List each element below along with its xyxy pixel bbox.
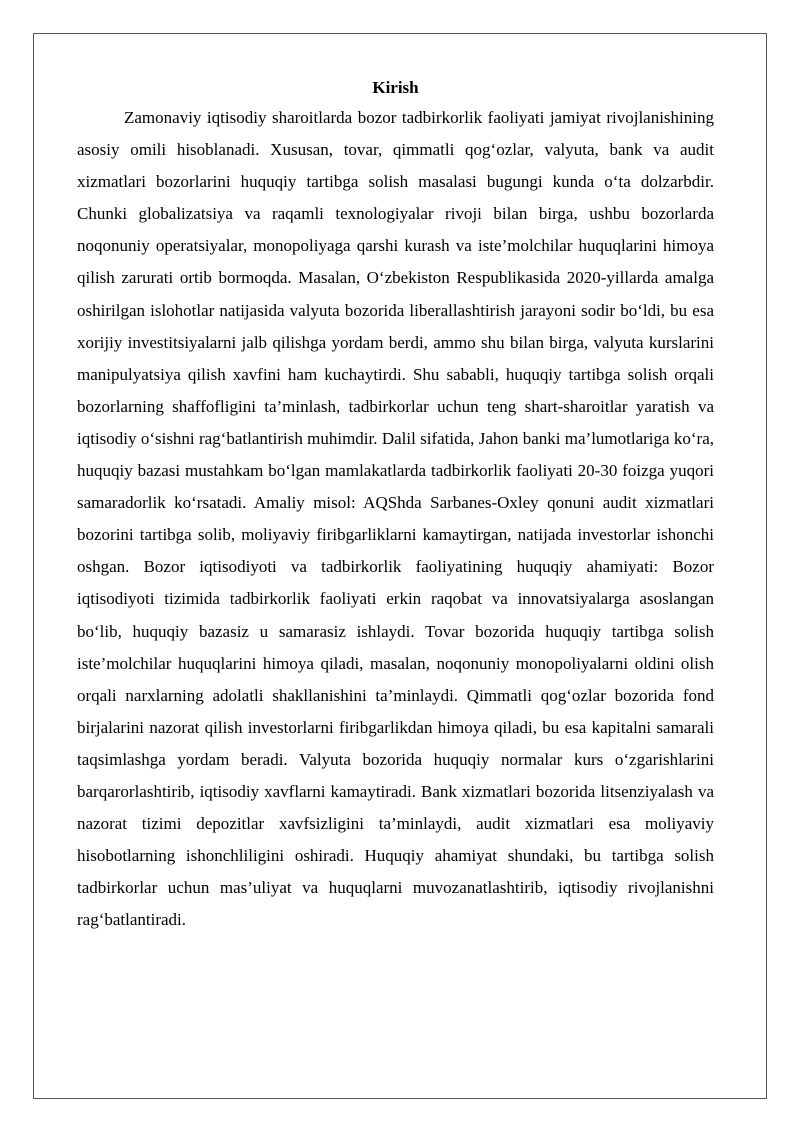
document-content <box>77 74 714 936</box>
document-title: Kirish <box>372 78 419 97</box>
body-paragraph: Zamonaviy iqtisodiy sharoitlarda bozor tadbirkorlik faoliyati jamiyat rivojlanishining asosiy omili hisoblanadi. Xususan, tovar, qimmatli qog‘ozlar, valyuta, bank va audit xizmatlari bozorlarini huquqiy tartibga solish masalasi bugungi kunda o‘ta dolzarbdir. Chunki globalizatsiya va raqamli texnologiyalar rivoji bilan birga, ushbu bozorlarda noqonuniy operatsiyalar, monopoliyaga qarshi kurash va iste’molchilar huquqlarini himoya qilish zarurati ortib bormoqda. Masalan, O‘zbekiston Respublikasida 2020-yillarda amalga oshirilgan islohotlar natijasida valyuta bozorida liberallashtirish jarayoni sodir bo‘ldi, bu esa xorijiy investitsiyalarni jalb qilishga yordam berdi, ammo shu bilan birga, valyuta kurslarini manipulyatsiya qilish xavfini ham kuchaytirdi. Shu sababli, huquqiy tartibga solish orqali bozorlarning shaffofligini ta’minlash, tadbirkorlar uchun teng shart-sharoitlar yaratish va iqtisodiy o‘sishni rag‘batlantirish muhimdir. Dalil sifatida, Jahon banki ma’lumotlariga ko‘ra, huquqiy bazasi mustahkam bo‘lgan mamlakatlarda tadbirkorlik faoliyati 20-30 foizga yuqori samaradorlik ko‘rsatadi. Amaliy misol: AQShda Sarbanes-Oxley qonuni audit xizmatlari bozorini tartibga solib, moliyaviy firibgarliklarni kamaytirgan, natijada investorlar ishonchi oshgan. Bozor iqtisodiyoti va tadbirkorlik faoliyatining huquqiy ahamiyati: Bozor iqtisodiyoti tizimida tadbirkorlik faoliyati erkin raqobat va innovatsiyalarga asoslangan bo‘lib, huquqiy bazasiz u samarasiz ishlaydi. Tovar bozorida huquqiy tartibga solish iste’molchilar huquqlarini himoya qiladi, masalan, noqonuniy monopoliyalarni oldini olish orqali narxlarning adolatli shakllanishini ta’minlaydi. Qimmatli qog‘ozlar bozorida fond birjalarini nazorat qilish investorlarni firibgarlikdan himoya qiladi, bu esa kapitalni samarali taqsimlashga yordam beradi. Valyuta bozorida huquqiy normalar kurs o‘zgarishlarini barqarorlashtirib, iqtisodiy xavflarni kamaytiradi. Bank xizmatlari bozorida litsenziyalash va nazorat tizimi depozitlar xavfsizligini ta’minlaydi, audit xizmatlari esa moliyaviy hisobotlarning ishonchliligini oshiradi. Huquqiy ahamiyat shundaki, bu tartibga solish tadbirkorlar uchun mas’uliyat va huquqlarni muvozanatlashtirib, iqtisodiy rivojlanishni rag‘batlantiradi. <box>77 108 714 930</box>
